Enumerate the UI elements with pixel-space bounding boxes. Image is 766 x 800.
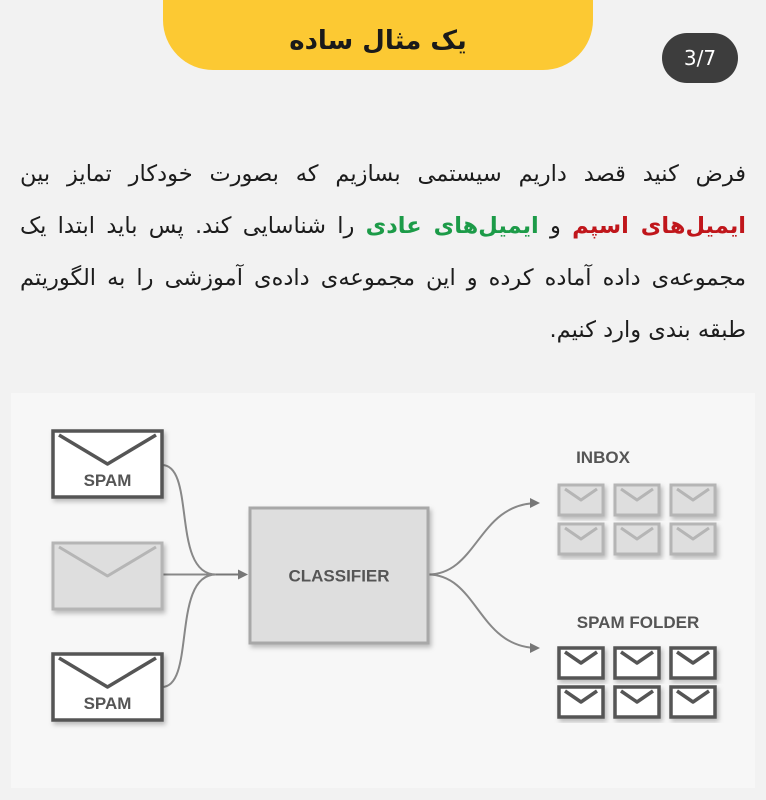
classifier-label: CLASSIFIER <box>288 566 390 586</box>
page-title: یک مثال ساده <box>289 26 467 56</box>
inbox-arrow <box>428 503 538 575</box>
output-groups <box>559 448 715 717</box>
output-email-icon <box>559 524 603 554</box>
output-email-icon <box>615 687 659 717</box>
title-banner <box>163 0 593 70</box>
input-emails <box>53 431 162 720</box>
spam-folder-arrow <box>428 575 538 649</box>
input-email-icon <box>53 654 162 720</box>
output-group-label: SPAM FOLDER <box>576 613 700 632</box>
output-group-label: INBOX <box>576 448 630 467</box>
output-email-icon <box>559 485 603 515</box>
normal-emails-highlight: ایمیل‌های عادی <box>365 213 539 239</box>
classifier-diagram <box>11 393 755 788</box>
output-email-icon <box>559 648 603 678</box>
output-email-icon <box>671 485 715 515</box>
page-counter-badge: 3/7 <box>662 33 738 83</box>
output-email-icon <box>615 485 659 515</box>
paragraph-text-2: را شناسایی کند. پس باید ابتدا یک مجموعه‌ی داده آماده کرده و این مجموعه‌ی داده‌ی آموزشی را به الگوریتم طبقه بندی وارد کنیم. <box>20 213 746 343</box>
input-connector <box>162 575 216 688</box>
output-email-icon <box>615 524 659 554</box>
conjunction-text: و <box>538 213 573 239</box>
description-paragraph <box>20 148 746 356</box>
input-email-label: SPAM <box>83 471 132 490</box>
input-email-label: SPAM <box>83 694 132 713</box>
input-email-icon <box>53 431 162 497</box>
input-connector <box>162 465 216 575</box>
input-email-icon <box>53 543 162 609</box>
output-email-icon <box>615 648 659 678</box>
output-group <box>559 613 715 717</box>
output-email-icon <box>671 524 715 554</box>
diagram-canvas <box>11 393 755 788</box>
output-email-icon <box>559 687 603 717</box>
classifier-box-group <box>250 508 428 643</box>
classifier-box <box>250 508 428 643</box>
output-email-icon <box>671 648 715 678</box>
output-email-icon <box>671 687 715 717</box>
paragraph-text-1: فرض کنید قصد داریم سیستمی بسازیم که بصورت خودکار تمایز بین <box>20 161 746 187</box>
spam-emails-highlight: ایمیل‌های اسپم <box>572 213 746 239</box>
output-group <box>559 448 715 554</box>
